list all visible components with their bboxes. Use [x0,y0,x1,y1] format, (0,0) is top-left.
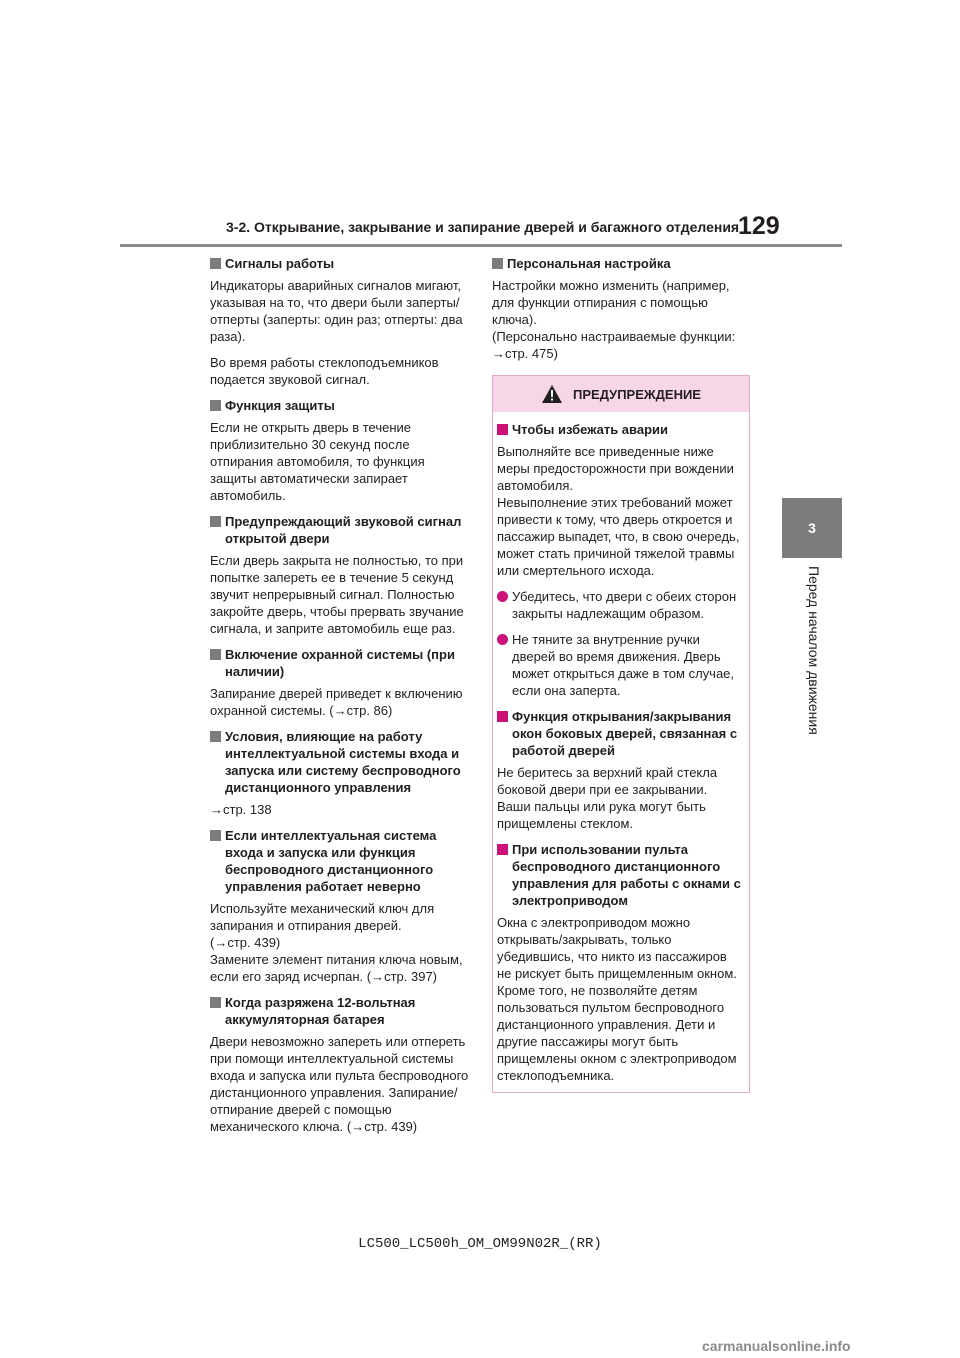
section-square-icon [210,516,221,527]
section-title: Предупреждающий звуковой сигнал открытой двери [225,514,462,546]
paragraph: Невыполнение этих требований может привести к тому, что дверь откроется и пассажир выпадет, что, в свою очередь, может стать причиной тяжелой травмы или смертельного исхода. [497,495,740,578]
paragraph: Не беритесь за верхний край стекла боковой двери при ее закрывании. Ваши пальцы или рука могут быть прищемлены стеклом. [497,765,718,831]
chapter-number: 3 [808,520,816,536]
bullet-text: Не тяните за внутренние ручки дверей во время движения. Дверь может открыться даже в том случае, если она заперта. [512,632,735,698]
right-column [492,255,754,1093]
section-title: Когда разряжена 12-вольтная аккумуляторная батарея [225,995,416,1027]
section-square-icon [210,830,221,841]
paragraph: Настройки можно изменить (например, для функции отпирания с помощью ключа). [492,278,730,327]
warning-square-icon [497,424,508,435]
paragraph: Замените элемент питания ключа новым, если его заряд исчерпан. (→стр. 397) [210,952,463,984]
paragraph: Индикаторы аварийных сигналов мигают, указывая на то, что двери были заперты/отперты (заперты: один раз; отперты: два раза). [210,278,463,344]
bullet-dot-icon [497,634,508,645]
chapter-tab [782,498,842,558]
warning-header [493,376,749,412]
warning-heading: ПРЕДУПРЕЖДЕНИЕ [573,386,701,402]
warning-section-title: Функция открывания/закрывания окон боковых дверей, связанная с работой дверей [512,709,738,758]
section-title: Сигналы работы [225,256,335,271]
warning-box [492,375,750,1093]
watermark: carmanualsonline.info [702,1338,851,1354]
section-square-icon [210,258,221,269]
section-heading-conditions [210,728,472,796]
paragraph: Если не открыть дверь в течение приблизительно 30 секунд после отпирания автомобиля, то функция защиты автоматически запирает автомобиль. [210,420,425,503]
section-square-icon [210,649,221,660]
paragraph: Запирание дверей приведет к включению охранной системы. (→стр. 86) [210,686,463,718]
warning-square-icon [497,711,508,722]
section-heading-malfunction [210,827,472,895]
warning-bullet [497,588,743,622]
paragraph: Окна с электроприводом можно открывать/закрывать, только убедившись, что никто из пассажиров не рискует быть прищемленным окном. Кроме того, не позволяйте детям пользоваться пультом беспроводного дистанционного управления. Дети и другие пассажиры могут быть прищемлены окном с электроприводом стеклоподъемника. [497,915,737,1083]
warning-bullet [497,631,743,699]
paragraph: (Персонально настраиваемые функции: →стр. 475) [492,329,736,361]
section-square-icon [210,997,221,1008]
paragraph: Используйте механический ключ для запирания и отпирания дверей. [210,901,435,933]
section-title: Функция защиты [225,398,335,413]
section-square-icon [210,400,221,411]
paragraph: Двери невозможно запереть или отпереть при помощи интеллектуальной системы входа и запуска или пульта беспроводного дистанционного управления. Запирание/отпирание дверей с помощью механического ключа. (→стр. 439) [210,1034,469,1134]
section-title: Персональная настройка [507,256,671,271]
warning-body [493,412,749,1092]
page-reference: (→стр. 439) [210,935,281,950]
chapter-title: Перед началом движения [806,566,822,735]
section-square-icon [210,731,221,742]
warning-section-accident [497,421,743,438]
section-heading-operation-signals [210,255,472,272]
warning-triangle-icon [541,384,563,404]
header-divider [120,244,842,247]
section-title: Условия, влияющие на работу интеллектуальной системы входа и запуска или систему беспроводного дистанционного управления [225,729,461,795]
section-square-icon [492,258,503,269]
warning-square-icon [497,844,508,855]
warning-section-windows [497,708,743,759]
page-reference: →стр. 138 [210,802,272,817]
section-heading-door-open-alarm [210,513,472,547]
page-number: 129 [738,212,780,240]
section-heading-alarm-system [210,646,472,680]
section-heading-battery [210,994,472,1028]
paragraph: Выполняйте все приведенные ниже меры предосторожности при вождении автомобиля. [497,444,734,493]
paragraph: Если дверь закрыта не полностью, то при попытке запереть ее в течение 5 секунд звучит непрерывный сигнал. Полностью закройте дверь, чтобы прервать звучание сигнала, и заприте автомобиль еще раз. [210,553,464,636]
chapter-side-label [806,566,822,786]
bullet-text: Убедитесь, что двери с обеих сторон закрыты надлежащим образом. [512,589,737,621]
footer-manual-code: LC500_LC500h_OM_OM99N02R_(RR) [358,1236,602,1252]
section-title: Включение охранной системы (при наличии) [225,647,455,679]
section-heading-customization [492,255,754,272]
section-title: Если интеллектуальная система входа и запуска или функция беспроводного дистанционного управления работает неверно [225,828,437,894]
left-column [210,255,472,1144]
warning-section-title: Чтобы избежать аварии [512,422,669,437]
section-header-title: 3-2. Открывание, закрывание и запирание дверей и багажного отделения [226,219,740,235]
warning-section-remote-windows [497,841,743,909]
warning-section-title: При использовании пульта беспроводного дистанционного управления для работы с окнами с электроприводом [512,842,741,908]
section-heading-protection [210,397,472,414]
paragraph: Во время работы стеклоподъемников подается звуковой сигнал. [210,355,439,387]
bullet-dot-icon [497,591,508,602]
